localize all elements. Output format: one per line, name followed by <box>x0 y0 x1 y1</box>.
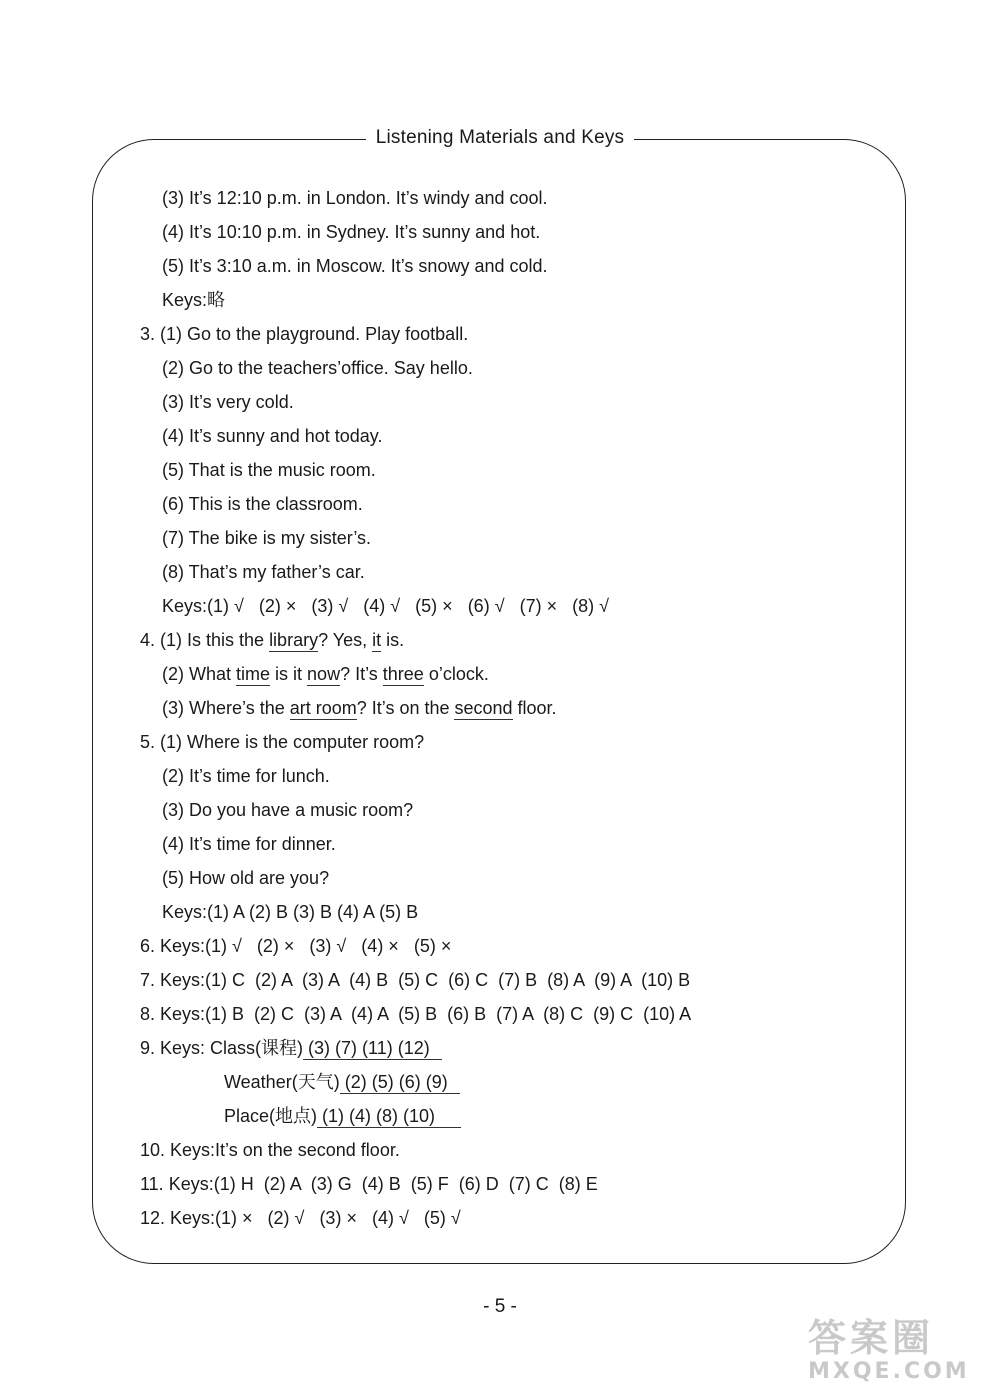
text-line: (8) That’s my father’s car. <box>162 562 365 582</box>
underlined-word: art room <box>289 698 357 718</box>
answer-blank: (3) (7) (11) (12) <box>303 1037 442 1060</box>
watermark-url: MXQE.COM <box>808 1359 970 1384</box>
underlined-word: now <box>307 664 341 684</box>
text-segment: is it <box>270 664 308 684</box>
question-10: 10. Keys:It’s on the second floor. <box>140 1140 400 1160</box>
underlined-word: time <box>236 664 271 684</box>
answer-content <box>140 181 880 1235</box>
text-segment: 4. (1) Is this the <box>140 630 270 650</box>
category-label: Place(地点) <box>224 1106 318 1126</box>
text-line <box>140 1065 880 1099</box>
question-8: 8. Keys:(1) B (2) C (3) A (4) A (5) B (6) B (7) A (8) C (9) C (10) A <box>140 1004 692 1024</box>
page-header <box>0 125 1000 151</box>
question-4 <box>140 623 880 657</box>
text-line: (3) Do you have a music room? <box>162 800 414 820</box>
text-line: (2) It’s time for lunch. <box>162 766 330 786</box>
watermark-logo <box>808 1316 994 1388</box>
question-12: 12. Keys:(1) × (2) √ (3) × (4) √ (5) √ <box>140 1208 461 1228</box>
question-7: 7. Keys:(1) C (2) A (3) A (4) B (5) C (6) C (7) B (8) A (9) A (10) B <box>140 970 691 990</box>
underlined-word: it <box>372 630 382 650</box>
text-segment: is. <box>381 630 405 650</box>
text-line: (4) It’s 10:10 p.m. in Sydney. It’s sunny and hot. <box>162 222 541 242</box>
question-5: 5. (1) Where is the computer room? <box>140 732 425 752</box>
page-number: - 5 - <box>483 1296 517 1317</box>
answer-blank: (2) (5) (6) (9) <box>340 1071 460 1094</box>
text-segment: (3) Where’s the <box>162 698 290 718</box>
answer-blank: (1) (4) (8) (10) <box>317 1105 461 1128</box>
text-line <box>140 1099 880 1133</box>
question-9 <box>140 1031 880 1065</box>
watermark-text: 答案圈 <box>808 1316 935 1360</box>
text-segment: floor. <box>512 698 557 718</box>
text-line: (5) That is the music room. <box>162 460 376 480</box>
text-segment: ? It’s on the <box>356 698 455 718</box>
text-segment: ? It’s <box>340 664 383 684</box>
text-line: (2) Go to the teachers’office. Say hello. <box>162 358 473 378</box>
underlined-word: second <box>454 698 513 718</box>
text-segment: o’clock. <box>423 664 489 684</box>
text-line: (3) It’s very cold. <box>162 392 294 412</box>
text-segment: 9. Keys: <box>140 1038 211 1058</box>
question-3: 3. (1) Go to the playground. Play football. <box>140 324 469 344</box>
text-line: (5) How old are you? <box>162 868 330 888</box>
keys-line: Keys:(1) A (2) B (3) B (4) A (5) B <box>162 902 419 922</box>
category-label: Weather(天气) <box>224 1072 340 1092</box>
text-line: (3) It’s 12:10 p.m. in London. It’s windy and cool. <box>162 188 548 208</box>
question-6: 6. Keys:(1) √ (2) × (3) √ (4) × (5) × <box>140 936 452 956</box>
keys-line: Keys:(1) √ (2) × (3) √ (4) √ (5) × (6) √ (7) × (8) √ <box>162 596 609 616</box>
keys-line: Keys:略 <box>162 290 226 310</box>
text-line: (4) It’s sunny and hot today. <box>162 426 383 446</box>
underlined-word: three <box>382 664 424 684</box>
underlined-word: library <box>269 630 319 650</box>
text-segment: ? Yes, <box>318 630 373 650</box>
text-segment: (2) What <box>162 664 237 684</box>
text-line: (6) This is the classroom. <box>162 494 363 514</box>
header-title: Listening Materials and Keys <box>366 125 635 151</box>
text-line: (4) It’s time for dinner. <box>162 834 336 854</box>
category-label: Class(课程) <box>210 1038 304 1058</box>
text-line <box>140 657 880 691</box>
text-line <box>140 691 880 725</box>
question-11: 11. Keys:(1) H (2) A (3) G (4) B (5) F (6) D (7) C (8) E <box>140 1174 598 1194</box>
text-line: (7) The bike is my sister’s. <box>162 528 372 548</box>
text-line: (5) It’s 3:10 a.m. in Moscow. It’s snowy and cold. <box>162 256 548 276</box>
